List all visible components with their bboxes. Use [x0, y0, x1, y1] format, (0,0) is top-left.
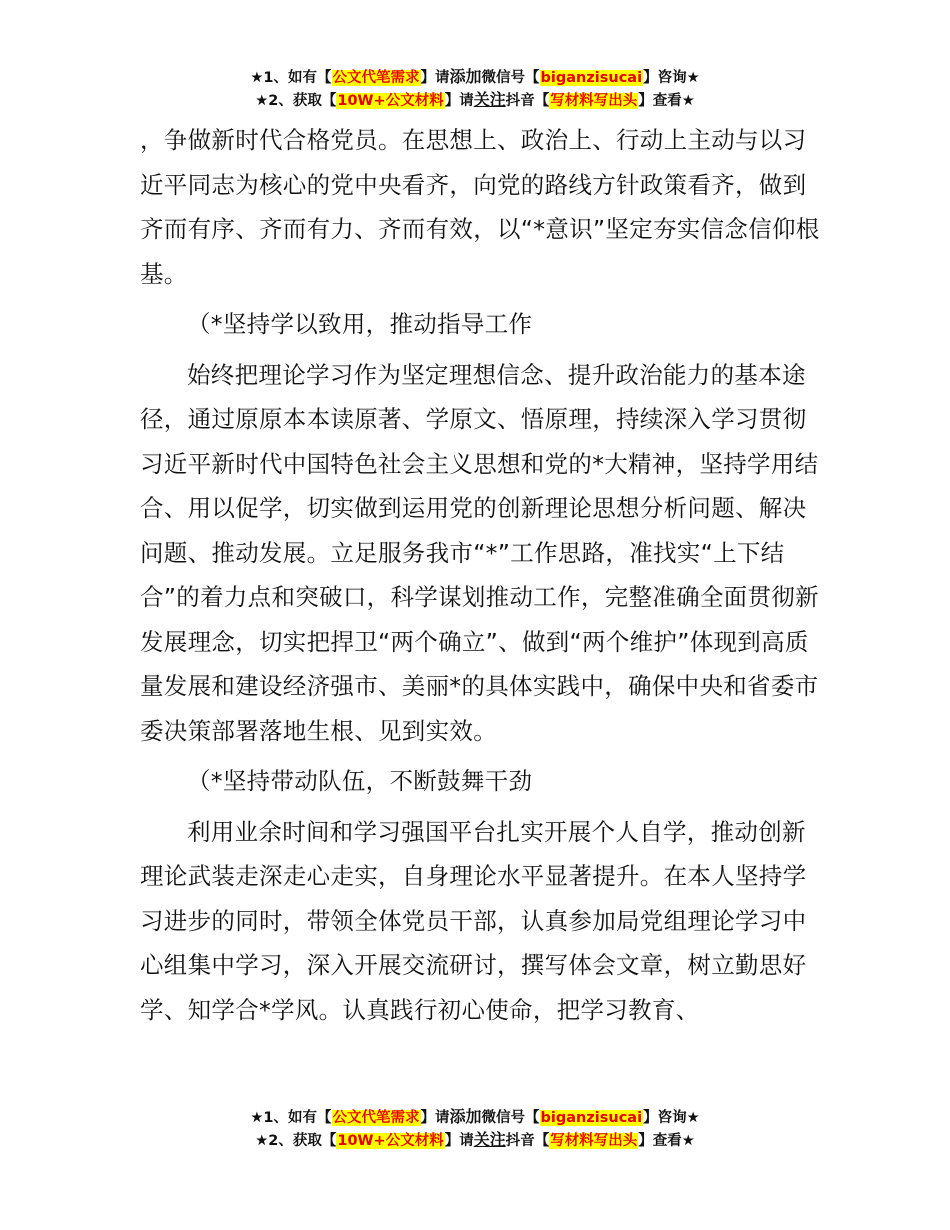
paragraph-2: 始终把理论学习作为坚定理想信念、提升政治能力的基本途径，通过原原本本读原著、学原文、悟原理，持续深入学习贯彻习近平新时代中国特色社会主义思想和党的*大精神，坚持学用结合、用以促学，切实做到运用党的创新理论思想分析问题、解决问题、推动发展。立足服务我市“*”工作思路，准找实“上下结合”的着力点和突破口，科学谋划推动工作，完整准确全面贯彻新发展理念，切实把捍卫“两个确立”、做到“两个维护”体现到高质量发展和建设经济强市、美丽*的具体实践中，确保中央和省委市委决策部署落地生根、见到实效。	[140, 360, 819, 745]
banner-text: 抖音【	[505, 93, 550, 109]
footer-banner	[0, 1106, 950, 1152]
banner-highlight: 写材料写出头	[550, 1133, 638, 1149]
banner-highlight: 10W+公文材料	[337, 1133, 444, 1149]
section-heading-1: （*坚持学以致用，推动指导工作	[187, 310, 533, 338]
banner-highlight: 公文代笔需求	[332, 70, 420, 86]
banner-emphasis: 关注	[473, 1130, 506, 1149]
banner-text: 】请	[420, 70, 450, 86]
banner-text: ★1、如有【	[250, 70, 332, 86]
banner-text: 抖音【	[505, 1133, 550, 1149]
banner-text: 】查看★	[638, 93, 695, 109]
banner-text: 】咨询★	[643, 70, 700, 86]
banner-highlight: biganzisucai	[540, 70, 643, 86]
document-body	[140, 118, 820, 1032]
paragraph-3: 利用业余时间和学习强国平台扎实开展个人自学，推动创新理论武装走深走心走实，自身理论水平显著提升。在本人坚持学习进步的同时，带领全体党员干部，认真参加局党组理论学习中心组集中学习，深入开展交流研讨，撰写体会文章，树立勤思好学、知学合*学风。认真践行初心使命，把学习教育、	[140, 817, 807, 1024]
banner-text: ★1、如有【	[250, 1110, 332, 1126]
banner-emphasis: 添加	[449, 1107, 482, 1126]
banner-line-2	[0, 1129, 950, 1152]
banner-text: 】请	[420, 1110, 450, 1126]
banner-text: 】查看★	[638, 1133, 695, 1149]
banner-text: 】请	[444, 93, 474, 109]
banner-text: ★2、获取【	[255, 1133, 337, 1149]
banner-line-1	[0, 66, 950, 89]
banner-emphasis: 关注	[473, 90, 506, 109]
banner-text: ★2、获取【	[255, 93, 337, 109]
banner-text: 】咨询★	[643, 1110, 700, 1126]
banner-highlight: biganzisucai	[540, 1110, 643, 1126]
banner-highlight: 10W+公文材料	[337, 93, 444, 109]
banner-emphasis: 添加	[449, 67, 482, 86]
banner-line-2	[0, 89, 950, 112]
banner-highlight: 写材料写出头	[550, 93, 638, 109]
section-heading-2: （*坚持带动队伍，不断鼓舞干劲	[187, 767, 533, 795]
banner-text: 】请	[444, 1133, 474, 1149]
banner-highlight: 公文代笔需求	[332, 1110, 420, 1126]
banner-text: 微信号【	[481, 70, 540, 86]
header-banner	[0, 66, 950, 112]
paragraph-1: ，争做新时代合格党员。在思想上、政治上、行动上主动与以习近平同志为核心的党中央看齐，向党的路线方针政策看齐，做到齐而有序、齐而有力、齐而有效，以“*意识”坚定夯实信念信仰根基。	[140, 126, 820, 288]
banner-line-1	[0, 1106, 950, 1129]
banner-text: 微信号【	[481, 1110, 540, 1126]
